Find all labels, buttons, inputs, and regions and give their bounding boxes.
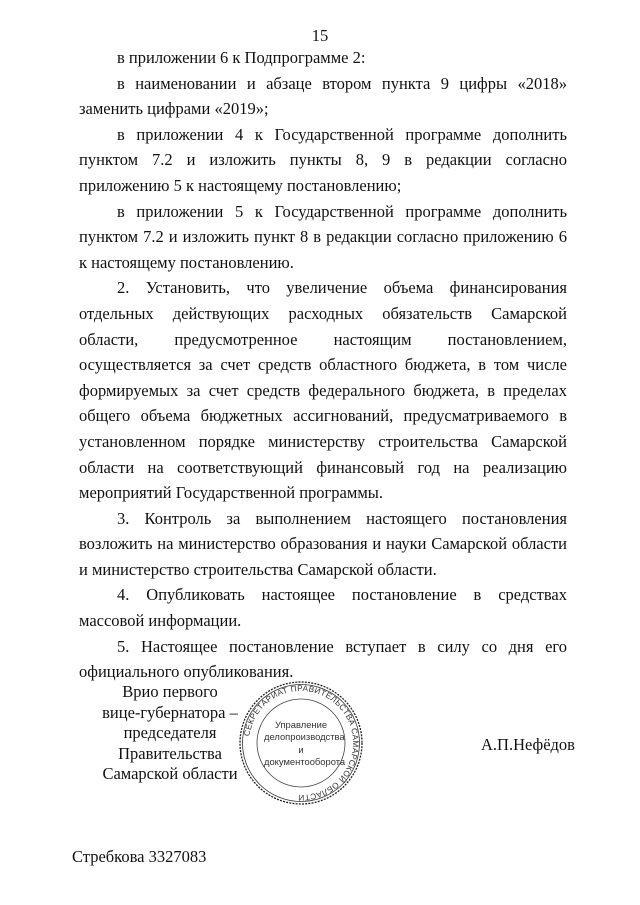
executor-contact: Стребкова 3327083 (72, 847, 207, 866)
page-number: 15 (311, 26, 329, 45)
paragraph-appendix-5: в приложении 5 к Государственной программе дополнить пунктом 7.2 и изложить пункт 8 в редакции согласно приложению 6 к настоящему постановлению. (79, 201, 567, 272)
seal-center-line: и документооборота (264, 743, 346, 767)
paragraph-item-3-control: 3. Контроль за выполнением настоящего постановления возложить на министерство образования и науки Самарской области и министерство строительства Самарской области. (79, 508, 567, 579)
position-line: Самарской области (102, 764, 238, 783)
paragraph-item-2-financing: 2. Установить, что увеличение объема финансирования отдельных действующих расходных обязательств Самарской области, предусмотренное настоящим постановлением, осуществляется за счет средств областного бюджета, в том числе формируемых за счет средств федерального бюджета, в пределах общего объема бюджетных ассигнований, предусматриваемого в установленном порядке министерству строительства Самарской области на соответствующий финансовый год на реализацию мероприятий Государственной программы. (79, 278, 567, 503)
official-seal-stamp (238, 680, 364, 806)
position-line: Врио первого (122, 682, 218, 701)
seal-center-line: Управление (274, 719, 328, 730)
document-body (79, 45, 567, 685)
position-line: председателя Правительства (118, 723, 222, 763)
paragraph-appendix-4: в приложении 4 к Государственной программе дополнить пунктом 7.2 и изложить пункты 8, 9 в редакции согласно приложению 5 к настоящему постановлению; (79, 124, 567, 195)
signer-name: А.П.Нефёдов (481, 735, 575, 754)
position-line: вице-губернатора – (102, 702, 238, 722)
seal-center-line: делопроизводства (264, 731, 345, 743)
signatory-position (82, 682, 258, 785)
seal-center-text (264, 719, 346, 768)
seal-ring-text: СЕКРЕТАРИАТ ПРАВИТЕЛЬСТВА САМАРСКОЙ ОБЛАСТИ (242, 683, 361, 803)
paragraph-item-4-publish: 4. Опубликовать настоящее постановление в средствах массовой информации. (79, 585, 567, 631)
paragraph-item-5-effective: 5. Настоящее постановление вступает в силу со дня его официального опубликования. (79, 636, 567, 682)
paragraph-replace-digits: в наименовании и абзаце втором пункта 9 цифры «2018» заменить цифрами «2019»; (79, 73, 567, 119)
paragraph-appendix-6-subprogram: в приложении 6 к Подпрограмме 2: (117, 48, 366, 67)
